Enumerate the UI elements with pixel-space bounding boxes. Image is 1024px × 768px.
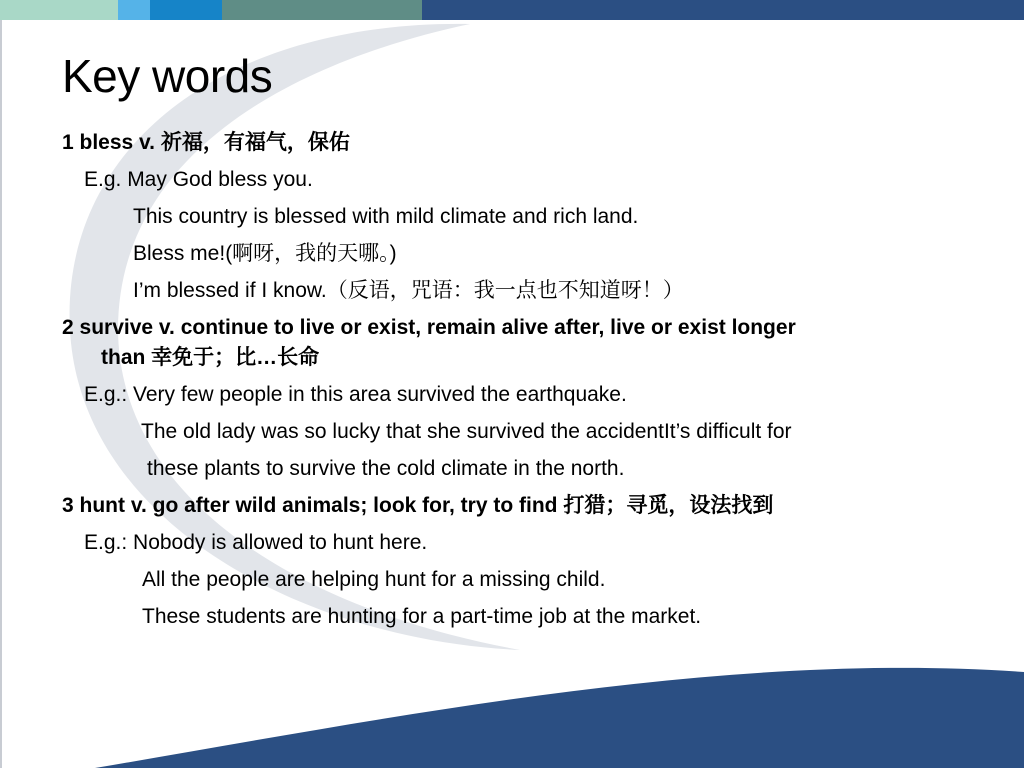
- example-line: E.g. May God bless you.: [84, 168, 313, 191]
- bottom-wave: [95, 668, 1024, 768]
- example-line: All the people are helping hunt for a missing child.: [142, 568, 606, 591]
- entry-heading-survive: 2 survive v. continue to live or exist, remain alive after, live or exist longer: [62, 316, 796, 339]
- example-line: Bless me!(啊呀，我的天哪。): [133, 242, 397, 265]
- slide-title: Key words: [62, 50, 273, 102]
- example-line: these plants to survive the cold climate in the north.: [147, 457, 625, 480]
- example-line: This country is blessed with mild climate and rich land.: [133, 205, 639, 228]
- example-line: E.g.: Nobody is allowed to hunt here.: [84, 531, 428, 554]
- entry-heading-bless: 1 bless v. 祈福，有福气，保佑: [62, 131, 350, 154]
- entry-heading-hunt: 3 hunt v. go after wild animals; look for, try to find 打猎；寻觅，设法找到: [62, 494, 774, 517]
- example-line: These students are hunting for a part-time job at the market.: [142, 605, 702, 628]
- example-line: E.g.: Very few people in this area survived the earthquake.: [84, 383, 627, 406]
- example-line: I’m blessed if I know.（反语，咒语：我一点也不知道呀！）: [133, 279, 684, 302]
- example-line: The old lady was so lucky that she survived the accidentIt’s difficult for: [141, 420, 792, 443]
- entry-heading-survive-cont: than 幸免于；比…长命: [101, 346, 320, 369]
